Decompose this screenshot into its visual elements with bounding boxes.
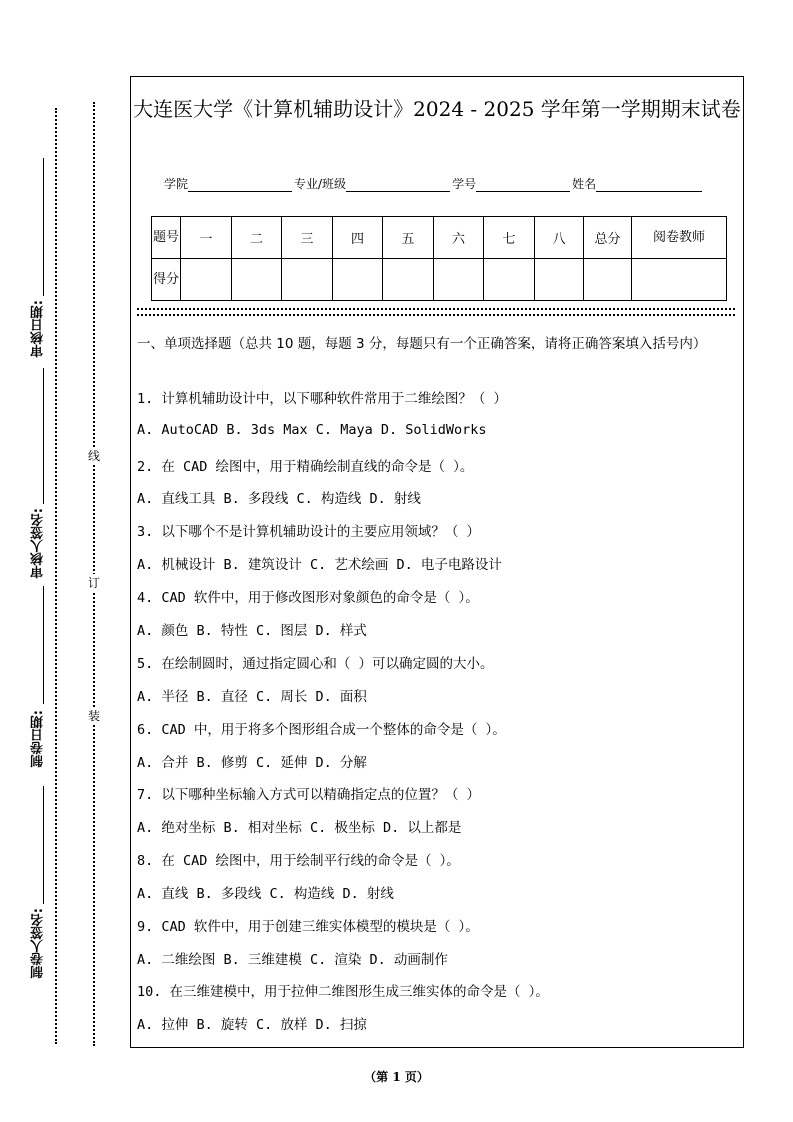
maker-sign-label: 制卷人签名: [31, 908, 46, 979]
maker-date-line [43, 586, 44, 704]
question-7: 7. 以下哪种坐标输入方式可以精确指定点的位置？（ ） [137, 787, 481, 803]
col-2: 二 [232, 217, 282, 259]
question-5: 5. 在绘制圆时，通过指定圆心和（ ）可以确定圆的大小。 [137, 656, 494, 672]
score-cell-3[interactable] [282, 259, 333, 301]
score-cell-4[interactable] [333, 259, 383, 301]
reviewer-date-label: 审核日期: [31, 300, 46, 358]
section-heading: 一、单项选择题（总共 10 题，每题 3 分，每题只有一个正确答案，请将正确答案填入括号内） [137, 336, 707, 352]
question-10: 10. 在三维建模中，用于拉伸二维图形生成三维实体的命令是（ ）。 [137, 984, 549, 1000]
separator-dotted [137, 308, 735, 316]
exam-title: 大连医大学《计算机辅助设计》2024 - 2025 学年第一学期期末试卷 [133, 97, 741, 121]
options-2: A. 直线工具 B. 多段线 C. 构造线 D. 射线 [137, 491, 421, 507]
row-label-question: 题号 [152, 217, 181, 259]
options-9: A. 二维绘图 B. 三维建模 C. 渲染 D. 动画制作 [137, 952, 448, 968]
binding-mark-install: 装 [87, 709, 100, 723]
options-4: A. 颜色 B. 特性 C. 图层 D. 样式 [137, 623, 367, 639]
question-2: 2. 在 CAD 绘图中，用于精确绘制直线的命令是（ ）。 [137, 459, 474, 475]
question-6: 6. CAD 中，用于将多个图形组合成一个整体的命令是（ ）。 [137, 722, 506, 738]
col-total: 总分 [584, 217, 632, 259]
question-9: 9. CAD 软件中，用于创建三维实体模型的模块是（ ）。 [137, 919, 479, 935]
student-info-row [164, 175, 704, 192]
options-3: A. 机械设计 B. 建筑设计 C. 艺术绘画 D. 电子电路设计 [137, 557, 502, 573]
col-3: 三 [282, 217, 333, 259]
college-label: 学院 [164, 177, 189, 191]
score-cell-8[interactable] [535, 259, 584, 301]
options-8: A. 直线 B. 多段线 C. 构造线 D. 射线 [137, 886, 394, 902]
reviewer-date-line [43, 158, 44, 296]
score-cell-7[interactable] [484, 259, 535, 301]
reviewer-sign-label: 审核人签名: [31, 508, 46, 579]
options-1: A. AutoCAD B. 3ds Max C. Maya D. SolidWorks [137, 422, 487, 438]
score-cell-5[interactable] [383, 259, 434, 301]
score-table [151, 216, 727, 301]
question-4: 4. CAD 软件中，用于修改图形对象颜色的命令是（ ）。 [137, 590, 479, 606]
margin-dotted-line-outer [55, 108, 57, 1044]
name-label: 姓名 [572, 177, 597, 191]
col-grader: 阅卷教师 [632, 217, 727, 259]
score-cell-2[interactable] [232, 259, 282, 301]
row-label-score: 得分 [152, 259, 181, 301]
question-1: 1. 计算机辅助设计中，以下哪种软件常用于二维绘图？（ ） [137, 391, 508, 407]
reviewer-sign-line [43, 368, 44, 504]
col-6: 六 [434, 217, 484, 259]
college-field[interactable] [188, 179, 292, 192]
student-id-field[interactable] [476, 179, 570, 192]
maker-date-label: 制卷日期: [31, 710, 46, 768]
col-4: 四 [333, 217, 383, 259]
col-5: 五 [383, 217, 434, 259]
binding-mark-line: 线 [87, 449, 100, 463]
exam-frame [130, 76, 744, 1048]
options-6: A. 合并 B. 修剪 C. 延伸 D. 分解 [137, 755, 367, 771]
question-8: 8. 在 CAD 绘图中，用于绘制平行线的命令是（ ）。 [137, 853, 460, 869]
score-cell-6[interactable] [434, 259, 484, 301]
question-3: 3. 以下哪个不是计算机辅助设计的主要应用领域？（ ） [137, 524, 481, 540]
col-7: 七 [484, 217, 535, 259]
major-field[interactable] [346, 179, 450, 192]
score-cell-grader[interactable] [632, 259, 727, 301]
col-8: 八 [535, 217, 584, 259]
score-cell-total[interactable] [584, 259, 632, 301]
binding-mark-order: 订 [87, 576, 100, 590]
maker-sign-line [43, 786, 44, 904]
major-label: 专业/班级 [294, 177, 347, 191]
score-cell-1[interactable] [181, 259, 232, 301]
student-id-label: 学号 [452, 177, 477, 191]
page-number: （第 1 页） [364, 1070, 429, 1084]
options-7: A. 绝对坐标 B. 相对坐标 C. 极坐标 D. 以上都是 [137, 820, 462, 836]
options-5: A. 半径 B. 直径 C. 周长 D. 面积 [137, 689, 367, 705]
col-1: 一 [181, 217, 232, 259]
options-10: A. 拉伸 B. 旋转 C. 放样 D. 扫掠 [137, 1017, 367, 1033]
name-field[interactable] [596, 179, 702, 192]
